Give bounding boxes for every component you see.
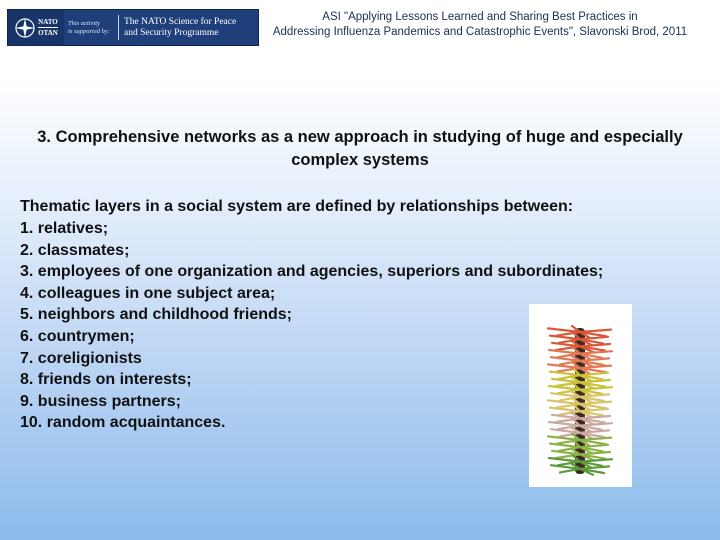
- list-item: 1. relatives;: [20, 220, 109, 237]
- nato-sps-banner: [7, 9, 259, 46]
- layered-network-icon: [529, 304, 632, 487]
- list-item: 2. classmates;: [20, 241, 130, 259]
- list-item: 6. countrymen;: [20, 327, 135, 345]
- nato-star-icon: [14, 17, 36, 39]
- list-item: 3. employees of one organization and agencies, superiors and subordinates;: [20, 263, 604, 281]
- list-item: 9. business partners;: [20, 392, 181, 410]
- list-item: 8. friends on interests;: [20, 371, 192, 389]
- slide-title: 3. Comprehensive networks as a new approach in studying of huge and especially complex systems: [37, 128, 683, 169]
- list-item: 10. random acquaintances.: [20, 414, 226, 432]
- list-item: 4. colleagues in one subject area;: [20, 284, 276, 302]
- event-header-line-2: Addressing Influenza Pandemics and Catastrophic Events", Slavonski Brod, 2011: [272, 26, 688, 38]
- list-item: 7. coreligionists: [20, 349, 142, 367]
- layered-network-figure: [529, 304, 632, 487]
- event-header: [250, 10, 710, 40]
- event-header-line-1: ASI "Applying Lessons Learned and Sharing Best Practices in: [322, 11, 638, 23]
- list-item: 5. neighbors and childhood friends;: [20, 306, 293, 324]
- supported-by-text: is supported by:: [68, 27, 110, 35]
- nato-word: NATO: [38, 18, 58, 26]
- programme-line-2: and Security Programme: [124, 27, 219, 38]
- programme-line-1: The NATO Science for Peace: [124, 16, 237, 27]
- activity-text: This activity: [68, 19, 100, 27]
- relationship-list: [20, 218, 603, 434]
- slide-intro: Thematic layers in a social system are defined by relationships between:: [20, 198, 574, 215]
- otan-word: OTAN: [38, 29, 58, 37]
- nato-logo: [8, 10, 64, 45]
